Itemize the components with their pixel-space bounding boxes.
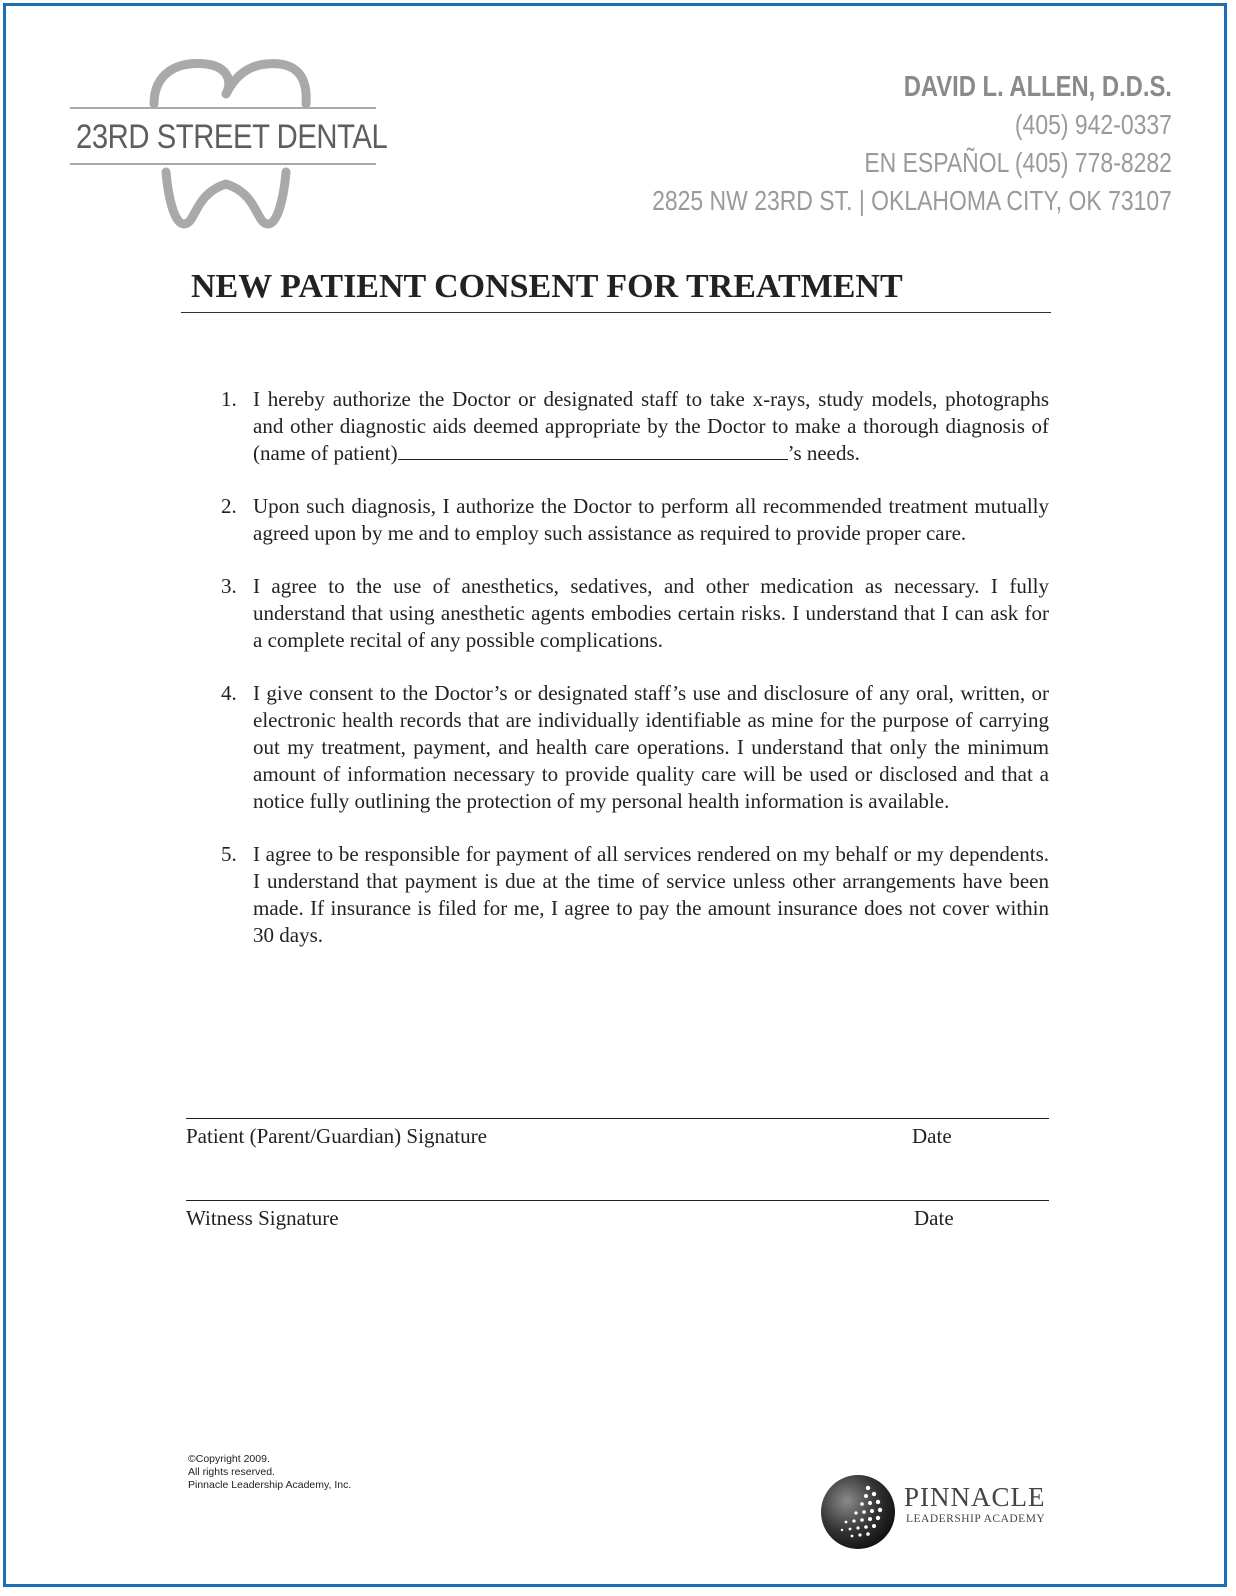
consent-item bbox=[211, 573, 1049, 654]
item-number: 1. bbox=[221, 387, 237, 411]
witness-signature-label: Witness Signature bbox=[186, 1206, 339, 1230]
consent-item bbox=[211, 386, 1049, 467]
item-text-after: ’s needs. bbox=[787, 441, 860, 465]
item-text-before: I hereby authorize the Doctor or designated staff to take x-rays, study models, photographs and other diagnostic aids deemed appropriate by the Doctor to make a thorough diagnosis of (name of patient) bbox=[253, 387, 1049, 465]
consent-form-page bbox=[6, 6, 1224, 1584]
item-text: I agree to be responsible for payment of all services rendered on my behalf or my dependents. I understand that payment is due at the time of service unless other arrangements have been made. If insurance is filed for me, I agree to pay the amount insurance does not cover within 30 days. bbox=[253, 842, 1049, 947]
clinic-logo bbox=[66, 56, 386, 236]
item-text: I give consent to the Doctor’s or designated staff’s use and disclosure of any oral, written, or electronic health records that are individually identifiable as mine for the purpose of carrying out my treatment, payment, and health care operations. I understand that only the minimum amount of information necessary to provide quality care will be used or disclosed and that a notice fully outlining the protection of my personal health information is available. bbox=[253, 681, 1049, 813]
copyright-line: ©Copyright 2009. bbox=[188, 1453, 270, 1465]
pinnacle-name: PINNACLE bbox=[904, 1482, 1046, 1512]
copyright-line: All rights reserved. bbox=[188, 1466, 275, 1478]
phone-spanish: EN ESPAÑOL (405) 778-8282 bbox=[864, 147, 1172, 178]
item-number: 3. bbox=[221, 574, 237, 598]
item-number: 4. bbox=[221, 681, 237, 705]
consent-item bbox=[211, 841, 1049, 949]
doctor-name: DAVID L. ALLEN, D.D.S. bbox=[903, 71, 1172, 103]
copyright-line: Pinnacle Leadership Academy, Inc. bbox=[188, 1479, 352, 1491]
copyright-notice bbox=[188, 1453, 351, 1492]
patient-signature-label: Patient (Parent/Guardian) Signature bbox=[186, 1124, 487, 1148]
item-number: 5. bbox=[221, 842, 237, 866]
item-number: 2. bbox=[221, 494, 237, 518]
pinnacle-logo bbox=[818, 1472, 1058, 1552]
item-text: Upon such diagnosis, I authorize the Doctor to perform all recommended treatment mutually agreed upon by me and to employ such assistance as required to provide proper care. bbox=[253, 494, 1049, 545]
form-title: NEW PATIENT CONSENT FOR TREATMENT bbox=[181, 268, 1051, 313]
patient-date-label: Date bbox=[912, 1124, 952, 1148]
pinnacle-globe-icon bbox=[818, 1472, 898, 1552]
consent-items bbox=[211, 386, 1049, 975]
item-text bbox=[253, 386, 1049, 467]
document-frame bbox=[3, 3, 1227, 1587]
witness-signature-line[interactable] bbox=[186, 1200, 1049, 1201]
consent-item bbox=[211, 493, 1049, 547]
consent-item bbox=[211, 680, 1049, 815]
witness-date-label: Date bbox=[914, 1206, 954, 1230]
clinic-address: 2825 NW 23RD ST. | OKLAHOMA CITY, OK 73107 bbox=[652, 185, 1172, 216]
clinic-logo-text: 23RD STREET DENTAL bbox=[76, 118, 388, 156]
contact-block bbox=[538, 68, 1172, 220]
pinnacle-subtitle: LEADERSHIP ACADEMY bbox=[906, 1513, 1046, 1525]
patient-signature-line[interactable] bbox=[186, 1118, 1049, 1119]
phone-number: (405) 942-0337 bbox=[1014, 109, 1172, 140]
item-text: I agree to the use of anesthetics, sedatives, and other medication as necessary. I fully understand that using anesthetic agents embodies certain risks. I understand that I can ask for a complete recital of any possible complications. bbox=[253, 574, 1049, 652]
patient-name-field[interactable] bbox=[398, 441, 788, 460]
